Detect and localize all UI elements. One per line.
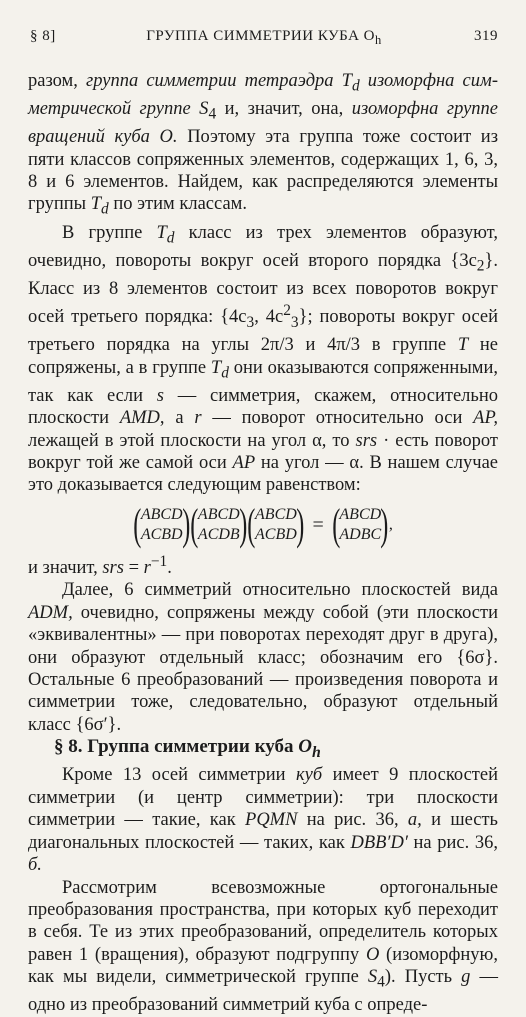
running-head (30, 28, 498, 50)
permutation-3: ( ABCD ACBD ) (247, 499, 305, 549)
page-number: 319 (474, 28, 498, 44)
section-heading: § 8. Группа симметрии куба $O_h$ (54, 736, 321, 762)
permutation-equation: ( ABCD ACBD ) ( ABCD ACDB ) ( ABCD ACBD ) = ( ABCD ADBC ) , (133, 499, 393, 549)
paragraph-6: Рассмотрим всевозможные ортогональные преобразования пространства, при которых куб переходит в себя. Те из этих преобразований, определитель которых равен 1 (вращения), образуют подгруппу O (изоморфную, как мы видели, симметрической группе $S_4$). Пусть g — одно из преобразований симметрий куба с опреде- (28, 877, 498, 1016)
permutation-1: ( ABCD ACBD ) (133, 499, 190, 549)
permutation-2: ( ABCD ACDB ) (190, 499, 248, 549)
page-body (28, 70, 498, 1017)
paragraph-4: Далее, 6 симметрий относительно плоскостей вида ADM, очевидно, сопряжены между собой (эти плоскости «эквивалентны» — при поворотах переходят друг в друга), они образуют отдельный класс; обозначим его {6σ}. Остальные 6 преобразований — произведения поворота и симметрии тоже, следовательно, образуют отдельный класс {6σ′}. (28, 580, 498, 735)
permutation-result: ( ABCD ADBC ) (332, 499, 389, 549)
paragraph-3: и значит, srs = $r^{-1}$. (28, 552, 172, 579)
paragraph-2: В группе $T_d$ класс из трех элементов образуют, очевидно, повороты вокруг осей второго порядка $\{3c_2\}$. Класс из 8 элементов состоит из всех поворотов вокруг осей третьего порядка: {$4c_3$, $4c^2_3$}; повороты вокруг осей третьего порядка на углы 2π/3 и 4π/3 в группе T не сопряжены, а в группе $T_d$ они оказываются сопряженными, так как если s — симметрия, скажем, относительно плоскости AMD, а r — поворот относительно оси AP, лежащей в этой плоскости на угол α, то srs · есть поворот вокруг той же самой оси AP на угол — α. В нашем случае это доказывается следующим равенством: (28, 222, 499, 496)
equals-sign: = (312, 513, 324, 536)
section-marker: § 8] (30, 28, 56, 44)
running-title: ГРУППА СИММЕТРИИ КУБА $O_h$ (146, 28, 382, 47)
paragraph-1: разом, группа симметрии тетраэдра $T_d$ изоморфна сим-метрической группе $S_4$ и, значит, она, изоморфна группе вращений куба O. Поэтому эта группа тоже состоит из пяти классов сопряженных элементов, содержащих 1, 6, 3, 8 и 6 элементов. Найдем, как распределяются элементы группы $T_d$ по этим классам. (28, 71, 499, 219)
paragraph-5: Кроме 13 осей симметрии куб имеет 9 плоскостей симметрии (и центр симметрии): три плоскости симметрии — такие, как PQMN на рис. 36, а, и шесть диагональных плоскостей — таких, как DBB′D′ на рис. 36, б. (28, 765, 498, 876)
